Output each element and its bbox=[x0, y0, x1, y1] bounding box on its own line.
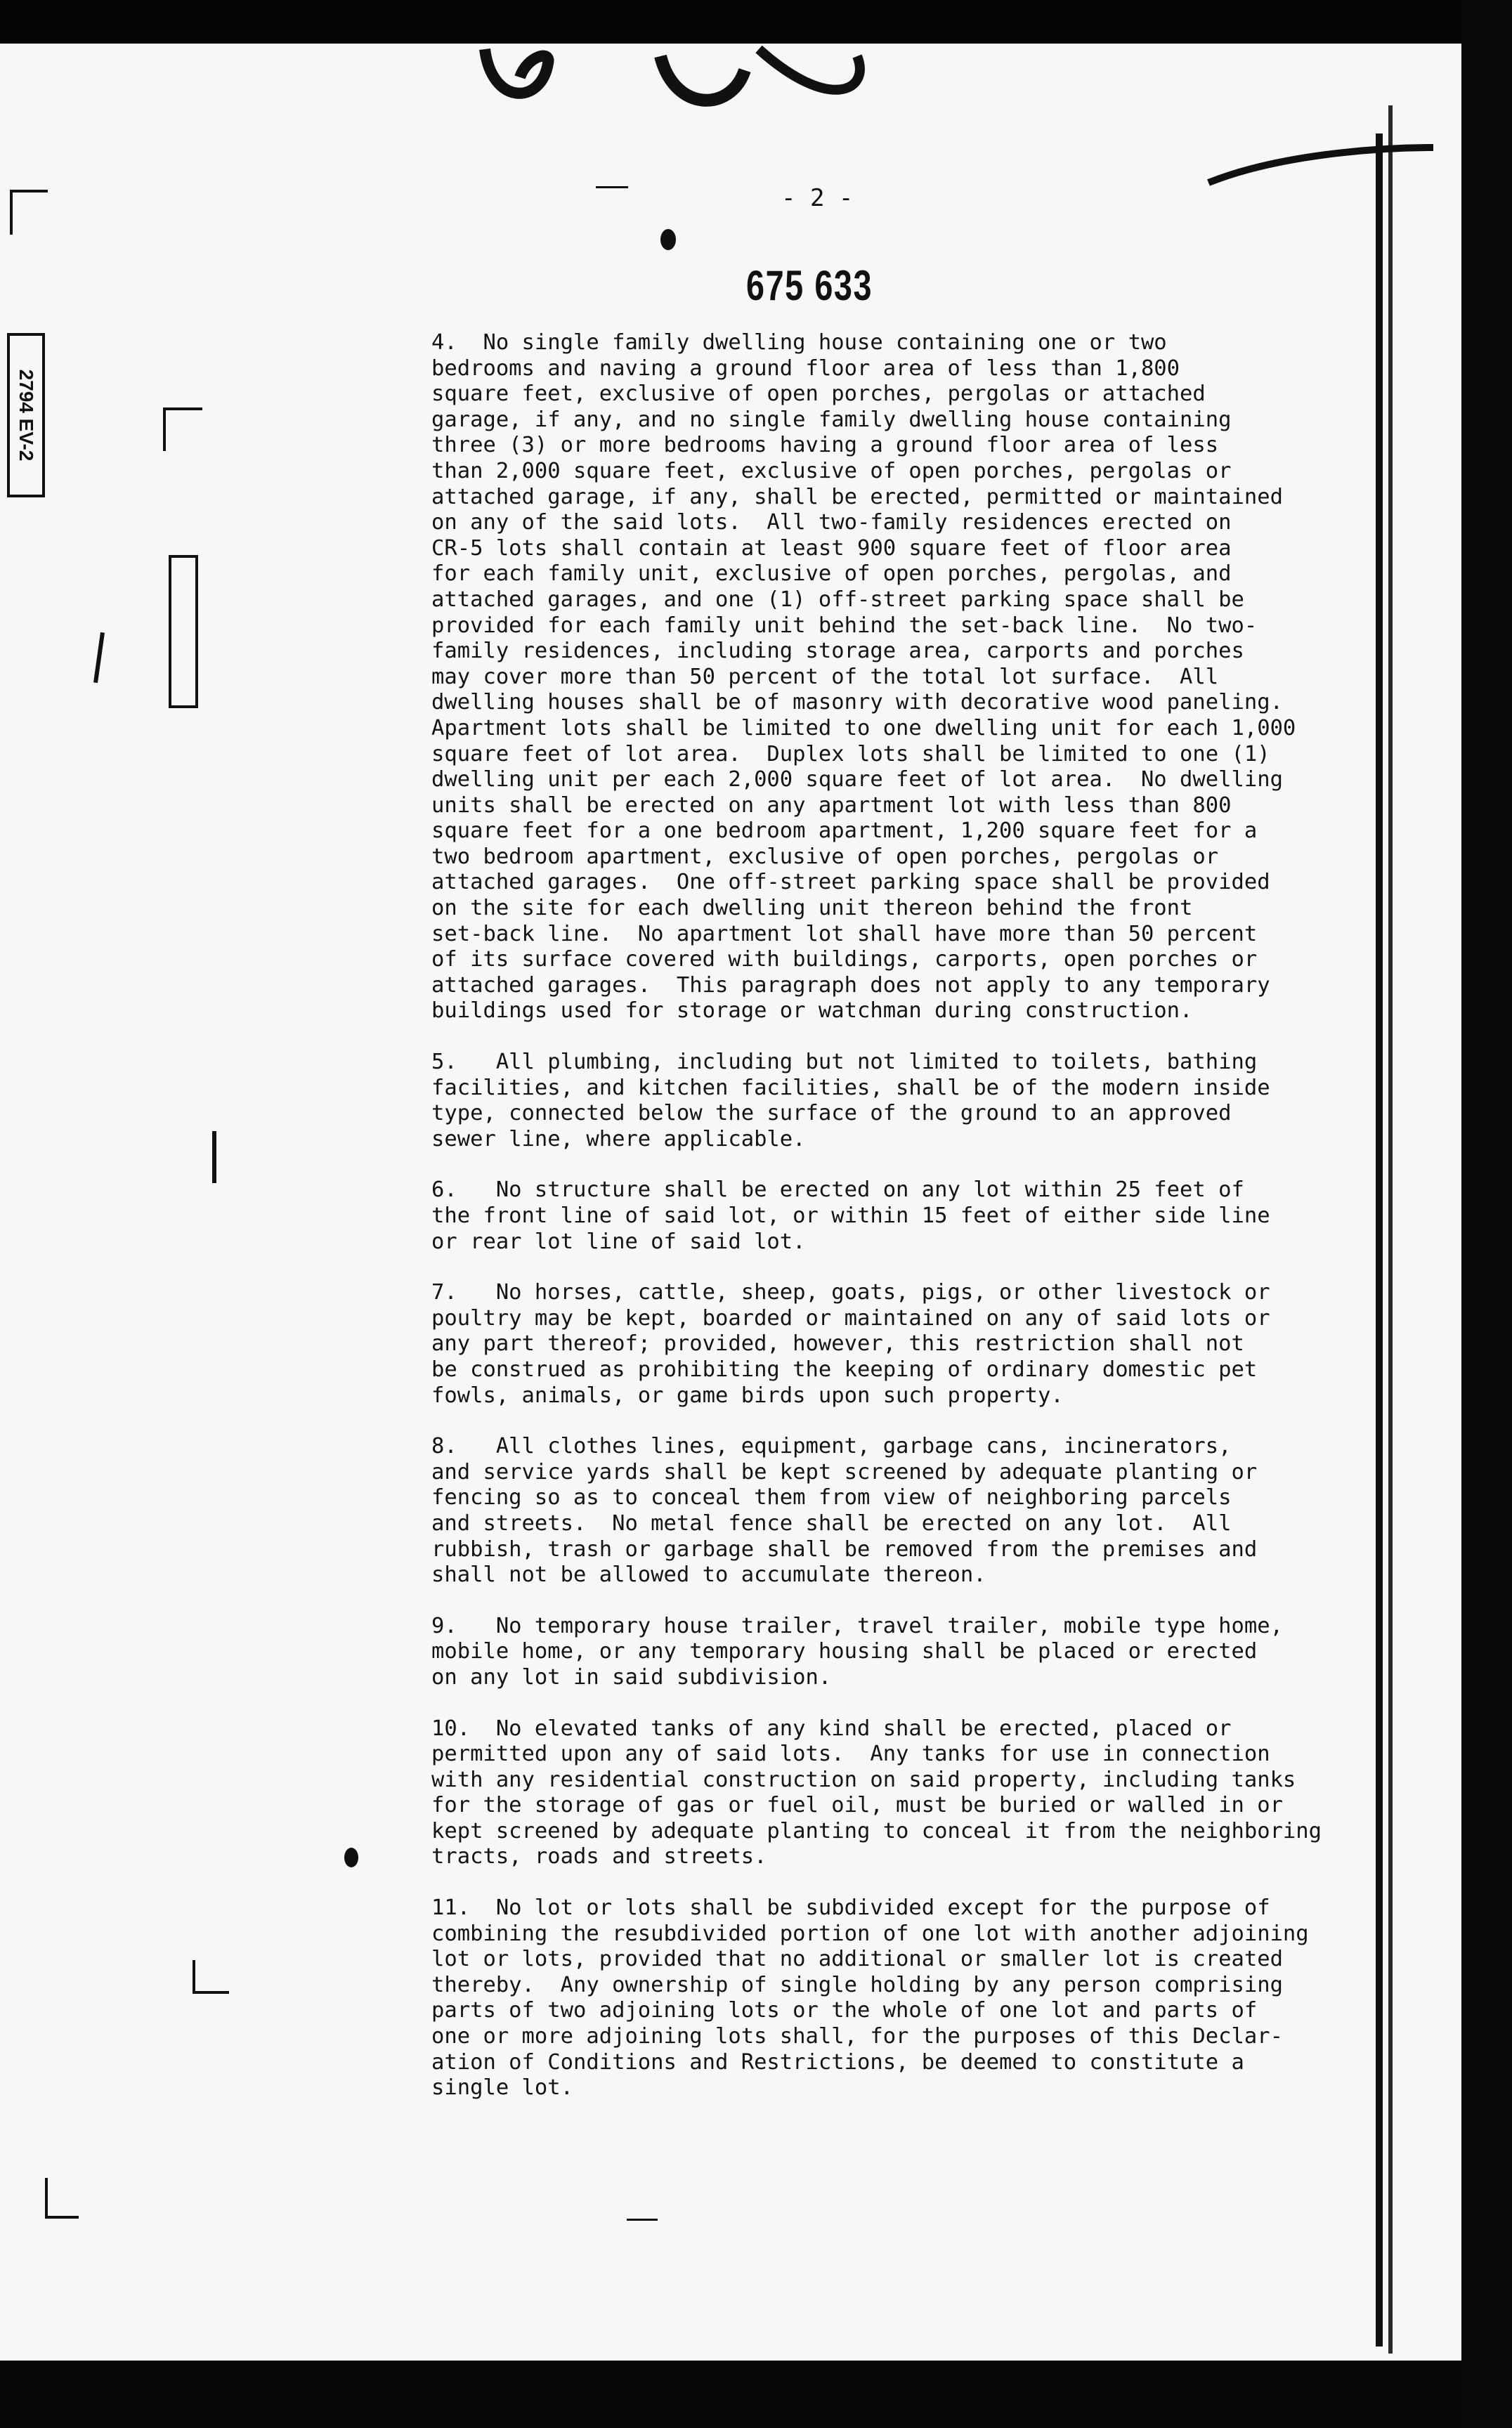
registration-corner-bottom-left bbox=[45, 2178, 79, 2219]
text-line: type, connected below the surface of the ground to an approved bbox=[431, 1101, 1232, 1126]
text-line: set-back line. No apartment lot shall have more than 50 percent bbox=[431, 921, 1258, 946]
text-line: attached garages. One off-street parking space shall be provided bbox=[431, 870, 1270, 895]
text-line: permitted upon any of said lots. Any tanks for use in connection bbox=[431, 1742, 1270, 1767]
text-line: buildings used for storage or watchman during construction. bbox=[431, 998, 1193, 1024]
text-line: with any residential construction on said property, including tanks bbox=[431, 1767, 1296, 1792]
paragraph-4 bbox=[431, 1280, 1345, 1409]
text-line: one or more adjoining lots shall, for the purposes of this Declar- bbox=[431, 2024, 1283, 2049]
margin-tick-2 bbox=[212, 1131, 216, 1183]
text-line: of its surface covered with buildings, carports, open porches or bbox=[431, 947, 1258, 972]
text-line: parts of two adjoining lots or the whole of one lot and parts of bbox=[431, 1998, 1258, 2023]
text-line: Apartment lots shall be limited to one dwelling unit for each 1,000 bbox=[431, 715, 1296, 740]
text-line: dwelling unit per each 2,000 square feet of lot area. No dwelling bbox=[431, 767, 1283, 792]
paragraph-5 bbox=[431, 1434, 1345, 1588]
text-line: attached garages, and one (1) off-street parking space shall be bbox=[431, 587, 1244, 612]
text-line: may cover more than 50 percent of the total lot surface. All bbox=[431, 664, 1219, 689]
text-line: or rear lot line of said lot. bbox=[431, 1229, 806, 1254]
text-line: bedrooms and naving a ground floor area of less than 1,800 bbox=[431, 355, 1180, 381]
page-number: - 2 - bbox=[781, 184, 854, 212]
margin-box-mark bbox=[169, 555, 198, 708]
ink-blot-top bbox=[660, 229, 676, 250]
text-line: square feet, exclusive of open porches, pergolas or attached bbox=[431, 381, 1206, 407]
filing-stamp-text: 2794 EV-2 bbox=[15, 369, 37, 462]
text-line: dwelling houses shall be of masonry with decorative wood paneling. bbox=[431, 690, 1283, 715]
text-line: and streets. No metal fence shall be erected on any lot. All bbox=[431, 1510, 1232, 1536]
text-line: two bedroom apartment, exclusive of open porches, pergolas or bbox=[431, 844, 1219, 869]
paragraph-2 bbox=[431, 1050, 1345, 1152]
restrictions-text bbox=[431, 330, 1345, 2127]
text-line: provided for each family unit behind the set-back line. No two- bbox=[431, 613, 1258, 638]
text-line: 7. No horses, cattle, sheep, goats, pigs, or other livestock or bbox=[431, 1280, 1270, 1305]
text-line: lot or lots, provided that no additional or smaller lot is created bbox=[431, 1947, 1283, 1972]
text-line: three (3) or more bedrooms having a ground floor area of less bbox=[431, 433, 1219, 458]
text-line: 6. No structure shall be erected on any lot within 25 feet of bbox=[431, 1177, 1244, 1203]
text-line: and service yards shall be kept screened by adequate planting or bbox=[431, 1459, 1258, 1484]
text-line: single lot. bbox=[431, 2075, 573, 2101]
paragraph-6 bbox=[431, 1614, 1345, 1691]
signature-scrawl bbox=[464, 28, 956, 112]
paragraph-7 bbox=[431, 1716, 1345, 1871]
text-line: on any lot in said subdivision. bbox=[431, 1664, 832, 1690]
paragraph-3 bbox=[431, 1177, 1345, 1255]
text-line: sewer line, where applicable. bbox=[431, 1126, 806, 1151]
footer-dash bbox=[627, 2219, 658, 2221]
filing-stamp bbox=[7, 333, 45, 497]
text-line: facilities, and kitchen facilities, shall be of the modern inside bbox=[431, 1075, 1270, 1100]
text-line: square feet for a one bedroom apartment, 1,200 square feet for a bbox=[431, 818, 1258, 844]
text-line: attached garage, if any, shall be erected, permitted or maintained bbox=[431, 484, 1283, 509]
paragraph-8 bbox=[431, 1895, 1345, 2101]
paragraph-1 bbox=[431, 330, 1345, 1024]
text-line: any part thereof; provided, however, this restriction shall not bbox=[431, 1331, 1244, 1357]
text-line: poultry may be kept, boarded or maintained on any of said lots or bbox=[431, 1305, 1270, 1331]
text-line: for the storage of gas or fuel oil, must be buried or walled in or bbox=[431, 1793, 1283, 1818]
text-line: the front line of said lot, or within 15 feet of either side line bbox=[431, 1203, 1270, 1228]
scan-right-edge bbox=[1461, 0, 1512, 2428]
registration-corner-bottom bbox=[193, 1960, 229, 1994]
scan-bottom-edge bbox=[0, 2361, 1512, 2428]
text-line: 5. All plumbing, including but not limited to toilets, bathing bbox=[431, 1050, 1258, 1075]
registration-corner-top bbox=[163, 407, 202, 451]
text-line: combining the resubdivided portion of one lot with another adjoining bbox=[431, 1921, 1309, 1946]
text-line: thereby. Any ownership of single holding by any person comprising bbox=[431, 1972, 1283, 1997]
text-line: rubbish, trash or garbage shall be removed from the premises and bbox=[431, 1536, 1258, 1562]
ink-blot-middle bbox=[344, 1848, 358, 1867]
text-line: 11. No lot or lots shall be subdivided except for the purpose of bbox=[431, 1895, 1270, 1921]
registration-corner-top-left bbox=[10, 190, 48, 235]
text-line: 10. No elevated tanks of any kind shall be erected, placed or bbox=[431, 1716, 1232, 1741]
text-line: on any of the said lots. All two-family residences erected on bbox=[431, 510, 1232, 535]
text-line: 8. All clothes lines, equipment, garbage cans, incinerators, bbox=[431, 1434, 1232, 1459]
book-page-reference: 675 633 bbox=[746, 262, 873, 309]
text-line: ation of Conditions and Restrictions, be deemed to constitute a bbox=[431, 2049, 1244, 2075]
text-line: fencing so as to conceal them from view of neighboring parcels bbox=[431, 1485, 1232, 1510]
text-line: attached garages. This paragraph does not apply to any temporary bbox=[431, 972, 1270, 998]
text-line: for each family unit, exclusive of open porches, pergolas, and bbox=[431, 561, 1232, 587]
text-line: shall not be allowed to accumulate thereon. bbox=[431, 1562, 986, 1588]
text-line: than 2,000 square feet, exclusive of open porches, pergolas or bbox=[431, 458, 1232, 483]
text-line: tracts, roads and streets. bbox=[431, 1844, 767, 1869]
header-dash bbox=[596, 186, 628, 188]
text-line: CR-5 lots shall contain at least 900 square feet of floor area bbox=[431, 535, 1232, 561]
text-line: fowls, animals, or game birds upon such property. bbox=[431, 1383, 1064, 1408]
text-line: be construed as prohibiting the keeping of ordinary domestic pet bbox=[431, 1357, 1258, 1382]
text-line: 4. No single family dwelling house containing one or two bbox=[431, 330, 1167, 355]
text-line: mobile home, or any temporary housing shall be placed or erected bbox=[431, 1639, 1258, 1664]
text-line: on the site for each dwelling unit thereon behind the front bbox=[431, 896, 1193, 921]
text-line: 9. No temporary house trailer, travel trailer, mobile type home, bbox=[431, 1613, 1283, 1638]
text-line: units shall be erected on any apartment lot with less than 800 bbox=[431, 792, 1232, 818]
binding-shadow-secondary bbox=[1388, 105, 1393, 2354]
margin-pen-mark bbox=[1194, 126, 1447, 225]
text-line: kept screened by adequate planting to conceal it from the neighboring bbox=[431, 1818, 1322, 1843]
text-line: square feet of lot area. Duplex lots shall be limited to one (1) bbox=[431, 741, 1270, 766]
binding-shadow bbox=[1376, 133, 1383, 2347]
text-line: garage, if any, and no single family dwelling house containing bbox=[431, 407, 1232, 432]
text-line: family residences, including storage area, carports and porches bbox=[431, 639, 1244, 664]
